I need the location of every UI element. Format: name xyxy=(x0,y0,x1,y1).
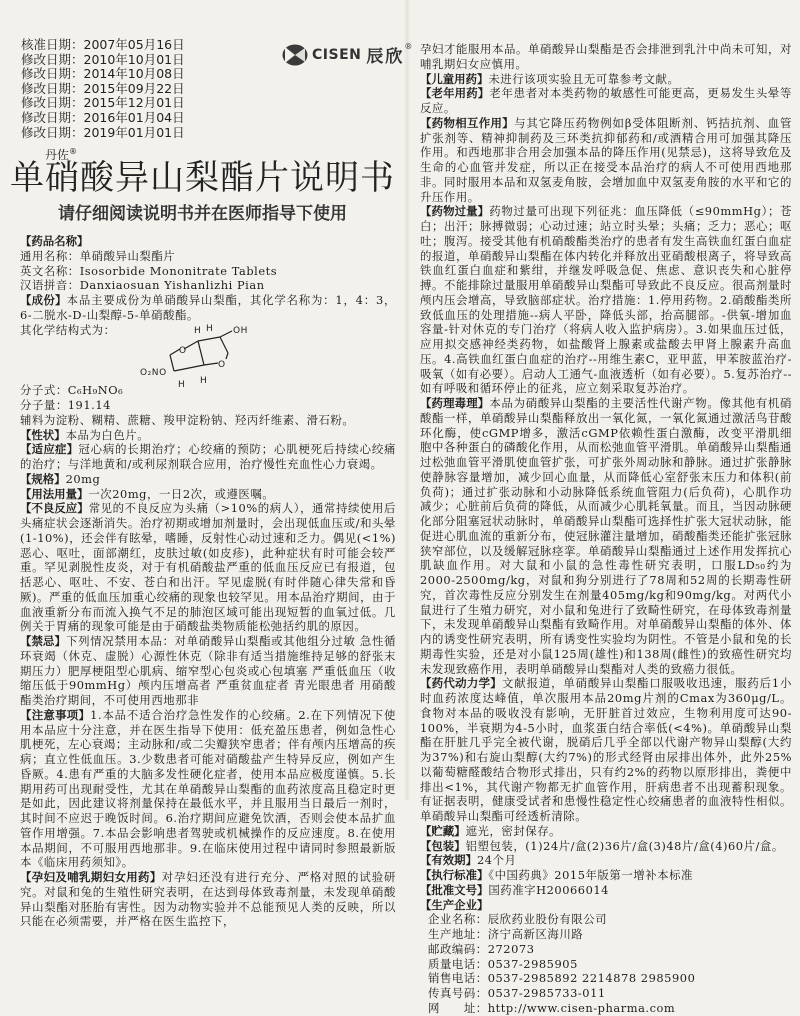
section xyxy=(420,116,792,205)
section-heading: 【药物相互作用】 xyxy=(420,115,515,130)
page-fold xyxy=(404,0,413,800)
section-heading: 【用法用量】 xyxy=(20,486,89,501)
section-text: 对孕妇还没有进行充分、严格对照的试验研究。对鼠和兔的生殖性研究表明，在达到母体致毒剂量，未发现单硝酸异山梨酯对胚胎有害性。因为动物实验并不总能预见人类的反映，所以只能在必须需要，并严格在医生监控下， xyxy=(20,870,396,929)
revision-date: 修改日期：2010年10月01日 xyxy=(21,51,185,67)
document-subtitle: 请仔细阅读说明书并在医师指导下使用 xyxy=(58,204,347,224)
section-text: 下列情况禁用本品：对单硝酸异山梨酯或其他组分过敏 急性循环衰竭（休克、虚脱）心源性休克（除非有适当措施维持足够的舒张末期压力）肥厚梗阻型心肌病、缩窄型心包炎或心包填塞 严重低血压（收缩压低于90mmHg）颅内压增高者 严重贫血症者 青光眼患者 用硝酸酯类治疗期间，不可使用西地那非 xyxy=(20,634,396,707)
section-text: 本品为硝酸异山梨酯的主要活性代谢产物。像其他有机硝酸酯一样，单硝酸异山梨酯释放出一氧化氮，一氧化氮通过激活鸟苷酸环化酶，使cGMP增多，激活cGMP依赖性蛋白激酶，改变平滑肌细胞中各种蛋白的磷酸化作用，从而松弛血管平滑肌。单硝酸异山梨酯通过松弛血管平滑肌使血管扩张，可扩张外周动脉和静脉。通过扩张静脉使静脉容量增加，减少回心血量，从而降低心室舒张末压力和体积(前负荷)；通过扩张动脉和小动脉降低系统血管阻力(后负荷)，心肌作功减少；心脏前后负荷的降低，从而减少心肌耗氧量。而且，当因动脉硬化部分阻塞冠状动脉时，单硝酸异山梨酯可选择性扩张大冠状动脉，能促进心肌血流的重新分布，使冠脉灌注量增加，硝酸酯类还能扩张冠脉狭窄部位，以及缓解冠脉痉挛。单硝酸异山梨酯通过上述作用发挥抗心肌缺血作用。对大鼠和小鼠的急性毒性研究表明，口服LD₅₀约为2000-2500mg/kg，对鼠和狗分别进行了78周和52周的长期毒性研究，首次毒性反应分别发生在剂量405mg/kg和90mg/kg。对两代小鼠进行了生殖力研究，对小鼠和兔进行了致畸性研究，在母体致毒剂量下，未发现单硝酸异山梨酯有致畸作用。对单硝酸异山梨酯的体外、体内的诱变性研究表明，所有诱变性实验均为阴性。不管是小鼠和兔的长期毒性实验，还是对小鼠125周(雄性)和138周(雌性)的致癌性研究均未发现致癌作用，表明单硝酸异山梨酯对人类的致癌力很低。 xyxy=(420,396,792,676)
section xyxy=(420,676,792,824)
section-text: 遮光，密封保存。 xyxy=(465,823,562,838)
section xyxy=(20,428,396,443)
atom-ono2: O₂NO xyxy=(140,368,167,379)
section-text: 20mg xyxy=(65,471,101,486)
continued-text: 孕妇才能服用本品。单硝酸异山梨酯是否会排泄到乳汁中尚未可知，对哺乳期妇女应慎用。 xyxy=(420,42,792,71)
section xyxy=(420,868,792,883)
section-heading: 【药物过量】 xyxy=(420,204,490,219)
manufacturer-row: 传真号码：0537-2985733-011 xyxy=(428,986,606,1000)
section xyxy=(20,870,396,929)
section xyxy=(20,472,396,487)
section-text: 老年患者对本类药物的敏感性可能更高，更易发生头晕等反应。 xyxy=(420,86,792,115)
section-heading: 【注意事项】 xyxy=(20,707,91,722)
left-column xyxy=(20,234,396,929)
section-text: 1.本品不适合治疗急性发作的心绞痛。2.在下列情况下使用本品应十分注意，并在医生指导下使用：低充盈压患者，例如急性心肌梗死，左心衰竭；主动脉和/或二尖瓣狭窄患者；伴有颅内压增高的疾病；直立性低血压。3.少数患者可能对硝酸盐产生特异反应，例如产生昏厥。4.患有严重的大脑多发性硬化症者，使用本品应极度谨慎。5.长期用药可出现耐受性，尤其在单硝酸异山梨酯的血药浓度高且稳定时更是如此，因此建议将剂量保持在最低水平，并且服用当日最后一剂时，其时间不应迟于晚饭时间。6.治疗期间应避免饮酒，否则会使本品扩血管作用增强。7.本品会影响患者驾驶或机械操作的反应速度。8.在使用本品期间，不可服用西地那非。9.在临床使用过程中请同时参照最新版本《临床用药须知》。 xyxy=(20,707,396,870)
section xyxy=(420,883,792,898)
section xyxy=(420,396,792,676)
revision-date: 修改日期：2014年10月08日 xyxy=(21,66,185,82)
section xyxy=(20,501,396,634)
section-heading: 【老年用药】 xyxy=(420,86,490,101)
manufacturer-row: 销售电话：0537-2985892 2214878 2985900 xyxy=(428,971,696,986)
atom-h2: H xyxy=(206,324,214,335)
molecular-weight: 分子量：191.14 xyxy=(20,398,111,412)
revision-dates xyxy=(21,38,185,140)
section xyxy=(420,839,792,854)
revision-date: 修改日期：2019年01月01日 xyxy=(21,124,185,140)
section-heading-drug-name: 【药品名称】 xyxy=(20,234,89,248)
section xyxy=(20,708,396,870)
manufacturer-row: 邮政编码：272073 xyxy=(428,941,535,956)
left-sections xyxy=(20,428,396,930)
section-text: 《中国药典》2015年版第一增补本标准 xyxy=(488,868,693,882)
atom-o1: O xyxy=(179,346,187,357)
manufacturer-row: 网 址：http://www.cisen-pharma.com xyxy=(428,1000,676,1015)
section-heading: 【适应症】 xyxy=(20,442,79,457)
section-heading: 【包装】 xyxy=(420,838,466,853)
section-text: 药物过量可出现下列征兆：血压降低（≤90mmHg）；苍白；出汗；脉搏微弱；心动过速；站立时头晕；头痛；乏力；恶心；呕吐；腹泻。接受其他有机硝酸酯类治疗的患者有发生高铁血红蛋白血症的报道，单硝酸异山梨酯在体内转化并释放出亚硝酸根离子，将导致高铁血红蛋白血症和紫绀，并继发呼吸急促、焦虑、意识丧失和心脏停搏。不能排除过量服用单硝酸异山梨酯可导致此不良反应。很高剂量时颅内压会增高，导致脑部症状。治疗措施：1.停用药物。2.硝酸酯类所致低血压的处理措施--病人平卧，降低头部，抬高腿部。-供氧-增加血容量-针对休克的专门治疗（将病人收入监护病房）。3.如果血压过低，应用拟交感神经类药物，如盐酸肾上腺素或盐酸去甲肾上腺素升高血压。4.高铁血红蛋白血症的治疗--用维生素C，亚甲蓝，甲苯胺蓝治疗-吸氧（如有必要）。启动人工通气-血液透析（如有必要）。5.复苏治疗--如有呼吸和循环停止的征兆，应立刻采取复苏治疗。 xyxy=(420,204,792,396)
section-text: 未进行该项实验且无可靠参考文献。 xyxy=(488,71,680,86)
section-heading: 【有效期】 xyxy=(420,853,477,868)
section-heading: 【执行标准】 xyxy=(420,868,489,882)
section-text: 文献报道，单硝酸异山梨酯口服吸收迅速，服药后1小时血药浓度达峰值，单次服用本品20mg片剂的Cmax为360μg/L。食物对本品的吸收没有影响，无肝脏首过效应，生物利用度可达90-100%，半衰期为4-5小时，血浆蛋白结合率低(<4%)。单硝酸异山梨酯在肝脏几乎完全被代谢，脱硝后几乎全部以代谢产物异山梨醇(大约为37%)和右旋山梨醇(大约7%)的形式经肾由尿排出体外，此外25%以葡萄糖醛酸结合物形式排出，只有约2%的药物以原形排出，粪便中排出<1%，其代谢产物都无扩血管作用，肝病患者不出现蓄积现象。有证据表明，健康受试者和患慢性稳定性心绞痛患者的血液特性相似。单硝酸异山梨酯可经透析清除。 xyxy=(420,676,792,823)
section-heading: 【儿童用药】 xyxy=(420,71,489,86)
section-text: 本品主要成份为单硝酸异山梨酯，其化学名称为：1，4：3，6-二脱水-D-山梨醇-5-单硝酸酯。 xyxy=(20,293,396,322)
brand-name-text: 丹佐 xyxy=(45,148,70,162)
section-text: 国药准字H20066014 xyxy=(488,882,609,897)
section-heading-manufacturer: 【生产企业】 xyxy=(420,897,489,912)
atom-h1: H xyxy=(194,326,202,337)
section xyxy=(420,824,792,839)
registered-mark: ® xyxy=(404,42,413,51)
section xyxy=(420,72,792,87)
section-text: 铝塑包装，(1)24片/盒(2)36片/盒(3)48片/盒(4)60片/盒。 xyxy=(465,838,784,853)
company-logo xyxy=(282,42,412,67)
section xyxy=(420,86,792,116)
section xyxy=(420,853,792,868)
manufacturer-row: 质量电话：0537-2985905 xyxy=(428,956,578,971)
logo-text-cn: 辰欣 xyxy=(366,47,405,67)
chemical-structure-diagram xyxy=(140,323,270,391)
pinyin-name: 汉语拼音：Danxiaosuan Yishanlizhi Pian xyxy=(20,278,265,293)
revision-date: 核准日期：2007年05月16日 xyxy=(21,37,185,52)
section xyxy=(20,634,396,708)
manufacturer-info xyxy=(420,912,792,1015)
revision-date: 修改日期：2016年01月04日 xyxy=(21,109,185,125)
cisen-logo-icon xyxy=(282,44,308,66)
revision-date: 修改日期：2015年12月01日 xyxy=(21,95,185,111)
section-heading: 【禁忌】 xyxy=(20,634,67,648)
section-text: 24个月 xyxy=(476,853,517,868)
excipients: 辅料为淀粉、糊精、蔗糖、羧甲淀粉钠、羟丙纤维素、滑石粉。 xyxy=(20,412,355,427)
section-text: 与其它降压药物例如β受体阻断剂、钙拮抗剂、血管扩张剂等、精神抑制药及三环类抗抑郁药和/或酒精合用可加强其降压作用。和西地那非合用会加强本品的降压作用(见禁忌)，这将导致危及生命的心血管并发症，所以正在接受本品治疗的病人不可使用西地那非。同时服用本品和双氢麦角胺，会增加血中双氢麦角胺的水平和它的升压作用。 xyxy=(420,115,792,204)
section-heading: 【孕妇及哺乳期妇女用药】 xyxy=(20,870,162,884)
atom-o2: O xyxy=(218,360,226,371)
section-text: 冠心病的长期治疗；心绞痛的预防；心肌梗死后持续心绞痛的治疗；与洋地黄和/或利尿剂联合应用，治疗慢性充血性心力衰竭。 xyxy=(20,442,396,471)
section-heading: 【贮藏】 xyxy=(420,823,466,838)
generic-name: 通用名称：单硝酸异山梨酯片 xyxy=(20,248,176,263)
section-text: 本品为白色片。 xyxy=(65,427,150,442)
brand-registered-mark: ® xyxy=(69,147,78,156)
section-text: 常见的不良反应为头痛（>10%的病人），通常持续使用后头痛症状会逐渐消失。治疗初期或增加剂量时，会出现低血压或/和头晕(1-10%)，还会伴有眩晕，嗜睡，反射性心动过速和乏力。偶见(<1%)恶心、呕吐，面部潮红，皮肤过敏(如皮疹)，此种症状有时可能会较严重。罕见剥脱性皮炎，对于有机硝酸盐严重的低血压反应已有报道，包括恶心、呕吐、不安、苍白和出汗。罕见虚脱(有时伴随心律失常和昏厥)。严重的低血压加重心绞痛的现象也较罕见。用本品治疗期间，由于血液重新分布而流入换气不足的肺泡区域可能出现短暂的血氧过低。几例关于胃痛的现象可能是由于硝酸盐类物质能松弛括约肌的原因。 xyxy=(20,501,396,634)
section-heading: 【药理毒理】 xyxy=(420,396,490,410)
atom-oh: OH xyxy=(233,326,248,337)
structure-label: 其化学结构式为： xyxy=(20,322,116,337)
section-heading: 【不良反应】 xyxy=(20,501,89,516)
manufacturer-row: 企业名称：辰欣药业股份有限公司 xyxy=(428,912,608,927)
section xyxy=(20,442,396,472)
right-sections xyxy=(420,72,792,898)
section-text: 一次20mg，一日2次，或遵医嘱。 xyxy=(88,486,275,501)
manufacturer-row: 生产地址：济宁高新区海川路 xyxy=(428,927,584,941)
document-title: 单硝酸异山梨酯片说明书 xyxy=(10,158,395,198)
section xyxy=(20,487,396,502)
section-heading: 【性状】 xyxy=(20,427,66,442)
atom-h3: H xyxy=(178,380,186,391)
atom-h4: H xyxy=(200,376,208,387)
section xyxy=(420,204,792,396)
logo-text-en: CISEN xyxy=(312,46,362,63)
section-heading: 【规格】 xyxy=(20,471,66,486)
revision-date: 修改日期：2015年09月22日 xyxy=(21,80,185,96)
molecular-formula: 分子式：C₆H₉NO₆ xyxy=(20,383,124,398)
section-heading: 【成份】 xyxy=(20,293,67,307)
right-column xyxy=(420,42,792,1016)
english-name: 英文名称：Isosorbide Mononitrate Tablets xyxy=(20,263,278,278)
section-heading: 【批准文号】 xyxy=(420,882,489,897)
section-heading: 【药代动力学】 xyxy=(420,676,503,691)
section-composition xyxy=(20,293,396,323)
